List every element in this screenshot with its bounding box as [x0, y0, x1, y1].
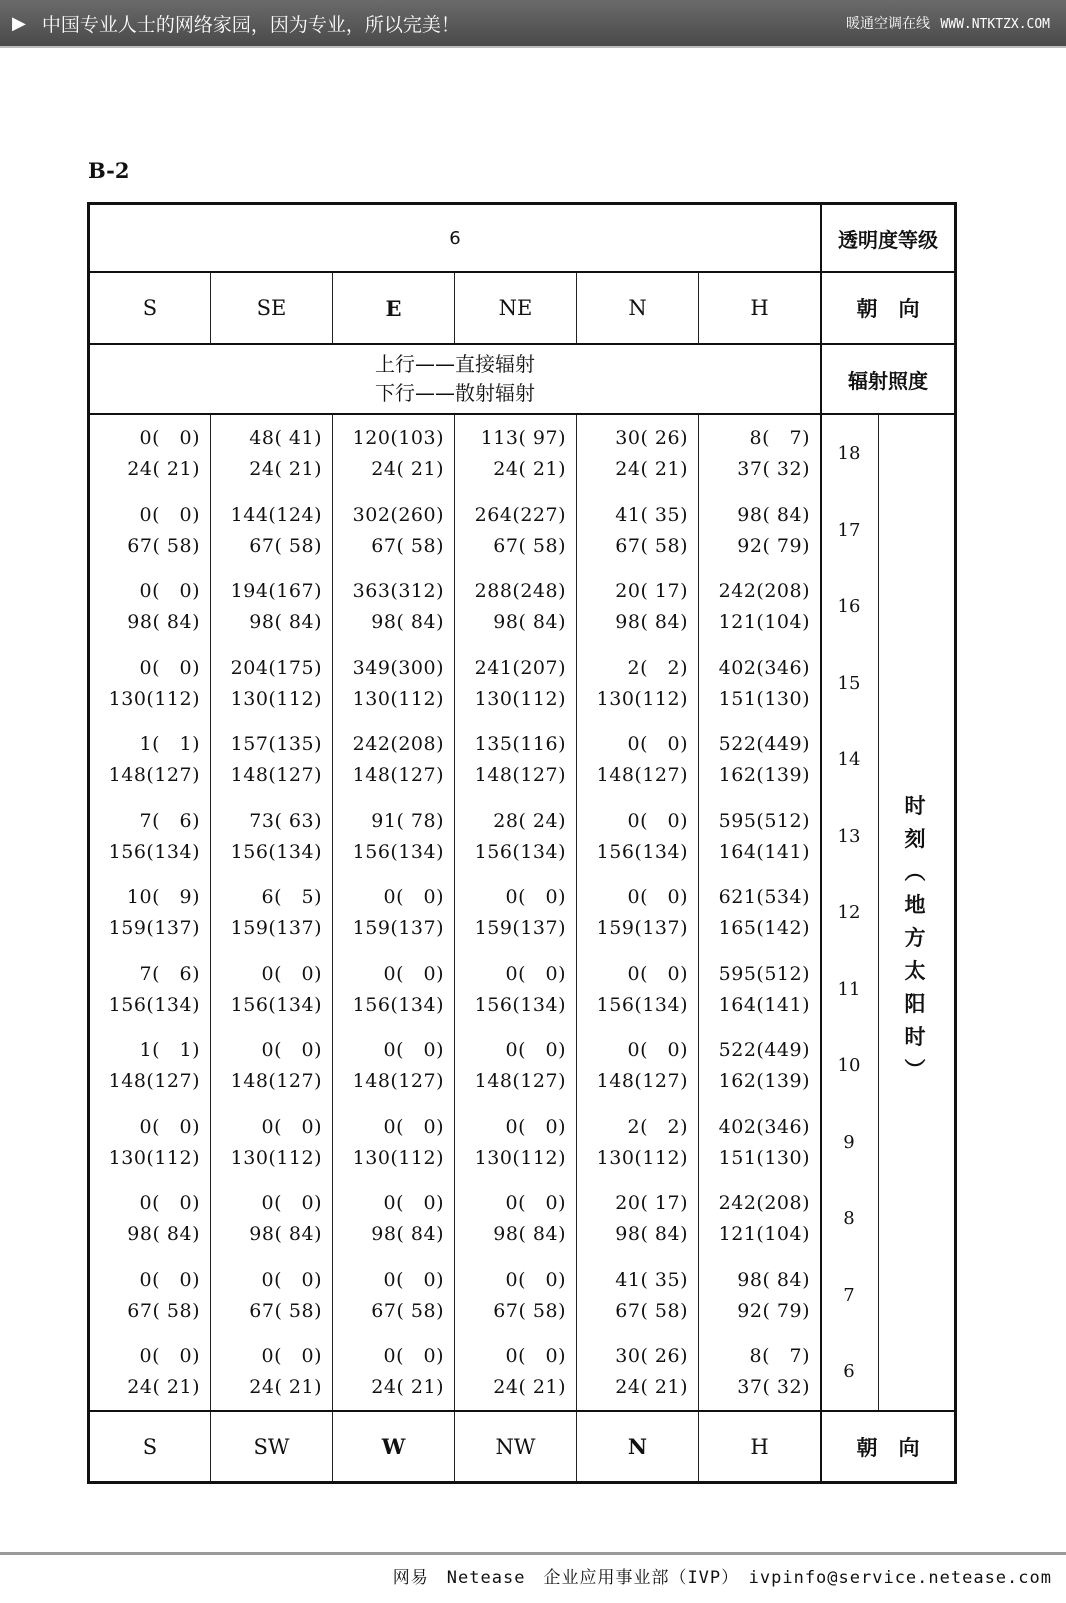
hour-label: 17 — [837, 519, 861, 541]
data-cell — [90, 729, 210, 791]
data-cell — [210, 1112, 332, 1174]
data-cell — [576, 1188, 698, 1250]
diffuse-value: 156(134) — [596, 993, 688, 1016]
data-cell — [332, 423, 454, 485]
direct-value: 1( 1) — [139, 733, 200, 755]
direct-value: 1( 1) — [139, 1039, 200, 1061]
direct-value: 98( 84) — [737, 1268, 810, 1291]
direct-value: 595(512) — [718, 962, 810, 985]
direct-value: 2( 2) — [627, 656, 688, 679]
direct-value: 0( 0) — [139, 1345, 200, 1367]
diffuse-value: 24( 21) — [615, 1376, 688, 1398]
top-direction-s: S — [142, 296, 158, 320]
transparency-label: 透明度等级 — [820, 205, 954, 271]
bottom-direction-nw: NW — [454, 1412, 576, 1481]
data-cell — [698, 1112, 820, 1174]
bottom-direction-sw: SW — [210, 1412, 332, 1481]
site-name: 暖通空调在线 — [845, 16, 930, 32]
data-cell — [698, 959, 820, 1021]
diffuse-value: 130(112) — [230, 687, 322, 710]
diffuse-value: 24( 21) — [493, 458, 566, 480]
diffuse-value: 148(127) — [108, 764, 200, 786]
direct-value: 30( 26) — [615, 1345, 688, 1367]
data-cell — [454, 1188, 576, 1250]
data-cell — [332, 959, 454, 1021]
data-cell — [698, 1035, 820, 1097]
transparency-row — [90, 205, 954, 273]
direct-value: 10( 9) — [126, 886, 200, 908]
diffuse-value: 130(112) — [596, 687, 688, 710]
radiation-note-row — [90, 345, 954, 415]
direct-value: 0( 0) — [139, 1192, 200, 1214]
data-cell — [210, 959, 332, 1021]
diffuse-value: 151(130) — [718, 1146, 810, 1169]
data-cell — [576, 806, 698, 868]
data-cell — [332, 1035, 454, 1097]
time-label-char: ︵ — [904, 860, 926, 884]
diffuse-value: 98( 84) — [249, 1223, 322, 1245]
data-cell — [332, 729, 454, 791]
data-cell — [90, 500, 210, 562]
diffuse-value: 148(127) — [474, 1070, 566, 1092]
direct-value: 0( 0) — [627, 1039, 688, 1061]
diffuse-value: 156(134) — [108, 993, 200, 1016]
orientation-label-bottom: 朝 向 — [820, 1412, 954, 1481]
direct-value: 135(116) — [474, 733, 566, 755]
diffuse-value: 156(134) — [596, 840, 688, 863]
data-cell — [332, 1341, 454, 1403]
data-cell — [332, 882, 454, 944]
data-cell — [90, 653, 210, 715]
hour-label: 10 — [837, 1055, 861, 1076]
top-direction-e: E — [332, 273, 454, 343]
diffuse-value: 67( 58) — [249, 534, 322, 557]
direct-value: 0( 0) — [383, 1115, 444, 1138]
direct-value: 0( 0) — [261, 1039, 322, 1061]
diffuse-value: 37( 32) — [737, 458, 810, 480]
hour-label: 16 — [837, 596, 861, 617]
direct-value: 241(207) — [474, 656, 566, 679]
direct-value: 0( 0) — [139, 1115, 200, 1138]
data-cell — [90, 1341, 210, 1403]
diffuse-value: 130(112) — [596, 1146, 688, 1169]
time-label-char: ︶ — [904, 1058, 926, 1082]
hour-label: 6 — [843, 1361, 855, 1382]
data-cell — [90, 959, 210, 1021]
diffuse-value: 156(134) — [474, 840, 566, 863]
diffuse-value: 98( 84) — [493, 611, 566, 633]
data-cell — [332, 1265, 454, 1327]
direct-value: 349(300) — [352, 656, 444, 679]
direct-value: 0( 0) — [139, 580, 200, 602]
hour-label: 9 — [843, 1131, 855, 1153]
diffuse-value: 98( 84) — [249, 611, 322, 633]
hour-label: 13 — [837, 825, 861, 847]
data-cell — [576, 959, 698, 1021]
diffuse-value: 130(112) — [108, 687, 200, 710]
data-cell — [576, 1341, 698, 1403]
diffuse-value: 159(137) — [230, 917, 322, 939]
bottom-direction-h: H — [698, 1412, 820, 1481]
data-cell — [210, 423, 332, 485]
transparency-value: 6 — [449, 227, 461, 249]
diffuse-value: 121(104) — [718, 1223, 810, 1245]
data-cell — [454, 806, 576, 868]
data-cell — [698, 653, 820, 715]
direct-value: 20( 17) — [615, 580, 688, 602]
diffuse-value: 130(112) — [230, 1146, 322, 1169]
diffuse-value: 156(134) — [230, 993, 322, 1016]
bottom-direction-w: W — [332, 1412, 454, 1481]
diffuse-value: 164(141) — [718, 993, 810, 1016]
diffuse-value: 67( 58) — [127, 534, 200, 557]
direct-value: 73( 63) — [249, 809, 322, 832]
diffuse-value: 98( 84) — [493, 1223, 566, 1245]
data-cell — [210, 1341, 332, 1403]
data-cell — [698, 1188, 820, 1250]
diffuse-value: 162(139) — [718, 764, 810, 786]
direct-value: 242(208) — [718, 1192, 810, 1214]
data-cell — [576, 729, 698, 791]
direct-radiation-note: 上行——直接辐射 — [375, 352, 535, 376]
data-cell — [332, 1188, 454, 1250]
data-cell — [90, 806, 210, 868]
diffuse-value: 98( 84) — [371, 1223, 444, 1245]
diffuse-value: 156(134) — [230, 840, 322, 863]
direct-value: 28( 24) — [493, 809, 566, 832]
direct-value: 402(346) — [718, 1115, 810, 1138]
direct-value: 0( 0) — [139, 503, 200, 526]
diffuse-value: 162(139) — [718, 1070, 810, 1092]
direct-value: 264(227) — [474, 503, 566, 526]
site-url[interactable]: WWW.NTKTZX.COM — [940, 17, 1050, 32]
data-cell — [576, 1112, 698, 1174]
top-direction-row — [90, 273, 954, 345]
hour-label: 15 — [837, 672, 861, 694]
data-cell — [454, 500, 576, 562]
direct-value: 0( 0) — [627, 733, 688, 755]
data-cell — [576, 500, 698, 562]
diffuse-value: 24( 21) — [249, 1376, 322, 1398]
data-cell — [210, 653, 332, 715]
direct-value: 41( 35) — [615, 1268, 688, 1291]
direct-value: 0( 0) — [139, 1268, 200, 1291]
top-banner — [0, 0, 1066, 48]
direct-value: 0( 0) — [261, 962, 322, 985]
diffuse-value: 148(127) — [108, 1070, 200, 1092]
diffuse-value: 37( 32) — [737, 1376, 810, 1398]
direct-value: 98( 84) — [737, 503, 810, 526]
direct-value: 0( 0) — [505, 962, 566, 985]
hour-label: 7 — [843, 1284, 855, 1306]
diffuse-value: 159(137) — [352, 917, 444, 939]
data-cell — [454, 1341, 576, 1403]
diffuse-value: 148(127) — [474, 764, 566, 786]
direct-value: 204(175) — [230, 656, 322, 679]
direct-value: 30( 26) — [615, 427, 688, 449]
direct-value: 595(512) — [718, 809, 810, 832]
hour-divider — [878, 415, 879, 1410]
direct-value: 0( 0) — [261, 1192, 322, 1214]
data-cell — [210, 1188, 332, 1250]
data-cell — [698, 1341, 820, 1403]
data-cell — [90, 882, 210, 944]
diffuse-value: 121(104) — [718, 611, 810, 633]
direct-value: 48( 41) — [249, 427, 322, 449]
irradiance-label: 辐射照度 — [820, 345, 954, 413]
data-cell — [210, 882, 332, 944]
direct-value: 242(208) — [718, 580, 810, 602]
data-cell — [90, 576, 210, 638]
direct-value: 0( 0) — [383, 1039, 444, 1061]
diffuse-value: 148(127) — [230, 764, 322, 786]
time-label-char: 地 — [904, 893, 926, 917]
direct-value: 0( 0) — [139, 656, 200, 679]
diffuse-value: 24( 21) — [127, 458, 200, 480]
banner-right[interactable] — [846, 13, 1066, 33]
time-label-char: 太 — [904, 959, 926, 983]
direct-value: 0( 0) — [627, 809, 688, 832]
diffuse-value: 98( 84) — [127, 611, 200, 633]
data-cell — [210, 729, 332, 791]
direct-value: 0( 0) — [505, 1115, 566, 1138]
time-label-char: 时 — [904, 1025, 926, 1049]
diffuse-value: 67( 58) — [615, 1299, 688, 1322]
diffuse-value: 67( 58) — [127, 1299, 200, 1322]
data-cell — [698, 1265, 820, 1327]
direct-value: 120(103) — [352, 427, 444, 449]
data-cell — [454, 423, 576, 485]
irradiance-table — [87, 202, 957, 1484]
data-cell — [90, 1265, 210, 1327]
direct-value: 302(260) — [352, 503, 444, 526]
data-cell — [698, 423, 820, 485]
direct-value: 0( 0) — [505, 1268, 566, 1291]
play-icon: ▶ — [12, 12, 26, 34]
diffuse-radiation-note: 下行——散射辐射 — [375, 381, 535, 405]
data-cell — [698, 576, 820, 638]
bottom-direction-n: N — [576, 1412, 698, 1481]
data-cell — [698, 806, 820, 868]
diffuse-value: 159(137) — [596, 917, 688, 939]
diffuse-value: 24( 21) — [371, 1376, 444, 1398]
hour-label: 11 — [837, 978, 861, 1000]
direct-value: 0( 0) — [383, 886, 444, 908]
diffuse-value: 67( 58) — [371, 534, 444, 557]
top-direction-n: N — [576, 273, 698, 343]
direct-value: 242(208) — [352, 733, 444, 755]
top-direction-ne: NE — [454, 273, 576, 343]
direct-value: 6( 5) — [261, 886, 322, 908]
data-cell — [332, 1112, 454, 1174]
direct-value: 0( 0) — [261, 1268, 322, 1291]
time-label-char: 阳 — [904, 992, 926, 1016]
diffuse-value: 98( 84) — [615, 1223, 688, 1245]
data-cell — [454, 882, 576, 944]
data-cell — [698, 500, 820, 562]
diffuse-value: 156(134) — [474, 993, 566, 1016]
table-label: B-2 — [88, 158, 130, 183]
direct-value: 0( 0) — [383, 1345, 444, 1367]
diffuse-value: 67( 58) — [371, 1299, 444, 1322]
diffuse-value: 165(142) — [718, 917, 810, 939]
diffuse-value: 67( 58) — [615, 534, 688, 557]
diffuse-value: 159(137) — [108, 917, 200, 939]
orientation-label-top: 朝 向 — [820, 273, 954, 343]
diffuse-value: 67( 58) — [493, 534, 566, 557]
direct-value: 0( 0) — [383, 962, 444, 985]
footer — [0, 1552, 1066, 1603]
data-cell — [698, 882, 820, 944]
direct-value: 41( 35) — [615, 503, 688, 526]
direct-value: 8( 7) — [749, 427, 810, 449]
diffuse-value: 92( 79) — [737, 1299, 810, 1322]
data-cell — [210, 806, 332, 868]
radiation-notes — [90, 345, 820, 413]
diffuse-value: 151(130) — [718, 687, 810, 710]
diffuse-value: 156(134) — [108, 840, 200, 863]
direct-value: 522(449) — [718, 1039, 810, 1061]
data-cell — [454, 576, 576, 638]
data-cell — [576, 882, 698, 944]
direct-value: 144(124) — [230, 503, 322, 526]
data-cell — [332, 500, 454, 562]
diffuse-value: 148(127) — [230, 1070, 322, 1092]
top-direction-se: SE — [210, 273, 332, 343]
data-cell — [90, 423, 210, 485]
diffuse-value: 148(127) — [596, 1070, 688, 1092]
diffuse-value: 156(134) — [352, 993, 444, 1016]
data-cell — [210, 500, 332, 562]
diffuse-value: 92( 79) — [737, 534, 810, 557]
direct-value: 20( 17) — [615, 1192, 688, 1214]
data-block — [90, 415, 954, 1410]
data-cell — [454, 959, 576, 1021]
diffuse-value: 130(112) — [474, 1146, 566, 1169]
data-cell — [90, 1188, 210, 1250]
data-cell — [210, 1265, 332, 1327]
diffuse-value: 24( 21) — [371, 458, 444, 480]
time-label-char: 时 — [904, 794, 926, 818]
diffuse-value: 130(112) — [108, 1146, 200, 1169]
time-axis-label — [900, 790, 930, 1087]
data-cell — [454, 1035, 576, 1097]
data-cell — [210, 576, 332, 638]
time-label-char: 方 — [904, 926, 926, 950]
diffuse-value: 159(137) — [474, 917, 566, 939]
banner-left — [0, 10, 460, 37]
diffuse-value: 130(112) — [352, 1146, 444, 1169]
direct-value: 363(312) — [352, 580, 444, 602]
data-cell — [576, 576, 698, 638]
data-cell — [576, 1265, 698, 1327]
diffuse-value: 98( 84) — [127, 1223, 200, 1245]
direct-value: 157(135) — [230, 733, 322, 755]
diffuse-value: 24( 21) — [127, 1376, 200, 1398]
hour-label: 8 — [843, 1208, 855, 1229]
data-cell — [332, 576, 454, 638]
diffuse-value: 98( 84) — [615, 611, 688, 633]
direct-value: 2( 2) — [627, 1115, 688, 1138]
direct-value: 0( 0) — [261, 1115, 322, 1138]
data-cell — [454, 1112, 576, 1174]
hour-label: 12 — [837, 902, 861, 923]
direct-value: 621(534) — [718, 886, 810, 908]
direct-value: 7( 6) — [139, 962, 200, 985]
direct-value: 0( 0) — [383, 1192, 444, 1214]
direct-value: 0( 0) — [505, 1039, 566, 1061]
diffuse-value: 156(134) — [352, 840, 444, 863]
direct-value: 91( 78) — [371, 809, 444, 832]
diffuse-value: 130(112) — [474, 687, 566, 710]
diffuse-value: 67( 58) — [249, 1299, 322, 1322]
direct-value: 288(248) — [474, 580, 566, 602]
diffuse-value: 148(127) — [352, 1070, 444, 1092]
data-cell — [576, 423, 698, 485]
direct-value: 0( 0) — [261, 1345, 322, 1367]
direct-value: 0( 0) — [627, 886, 688, 908]
direct-value: 402(346) — [718, 656, 810, 679]
data-cell — [90, 1035, 210, 1097]
diffuse-value: 98( 84) — [371, 611, 444, 633]
data-cell — [454, 1265, 576, 1327]
direct-value: 522(449) — [718, 733, 810, 755]
time-label-char: 刻 — [904, 827, 926, 851]
hour-label: 14 — [837, 749, 861, 770]
direct-value: 113( 97) — [480, 427, 566, 449]
diffuse-value: 24( 21) — [615, 458, 688, 480]
diffuse-value: 164(141) — [718, 840, 810, 863]
diffuse-value: 148(127) — [596, 764, 688, 786]
direct-value: 0( 0) — [383, 1268, 444, 1291]
data-cell — [576, 1035, 698, 1097]
direct-value: 0( 0) — [627, 962, 688, 985]
diffuse-value: 24( 21) — [249, 458, 322, 480]
bottom-direction-s: S — [142, 1434, 158, 1459]
data-cell — [454, 729, 576, 791]
data-cell — [454, 653, 576, 715]
direct-value: 0( 0) — [505, 1192, 566, 1214]
footer-text: 网易 Netease 企业应用事业部（IVP） ivpinfo@service.netease.com — [392, 1568, 1052, 1588]
diffuse-value: 148(127) — [352, 764, 444, 786]
data-cell — [90, 1112, 210, 1174]
direct-value: 7( 6) — [139, 809, 200, 832]
diffuse-value: 130(112) — [352, 687, 444, 710]
data-cell — [332, 653, 454, 715]
direct-value: 0( 0) — [139, 427, 200, 449]
data-cell — [698, 729, 820, 791]
data-cell — [210, 1035, 332, 1097]
bottom-direction-row — [90, 1410, 954, 1481]
hour-label: 18 — [837, 443, 861, 464]
top-direction-h: H — [698, 273, 820, 343]
diffuse-value: 24( 21) — [493, 1376, 566, 1398]
data-cell — [332, 806, 454, 868]
direct-value: 0( 0) — [505, 1345, 566, 1367]
direct-value: 8( 7) — [749, 1345, 810, 1367]
banner-slogan: 中国专业人士的网络家园，因为专业，所以完美！ — [41, 13, 460, 36]
direct-value: 0( 0) — [505, 886, 566, 908]
direct-value: 194(167) — [230, 580, 322, 602]
diffuse-value: 67( 58) — [493, 1299, 566, 1322]
data-cell — [576, 653, 698, 715]
